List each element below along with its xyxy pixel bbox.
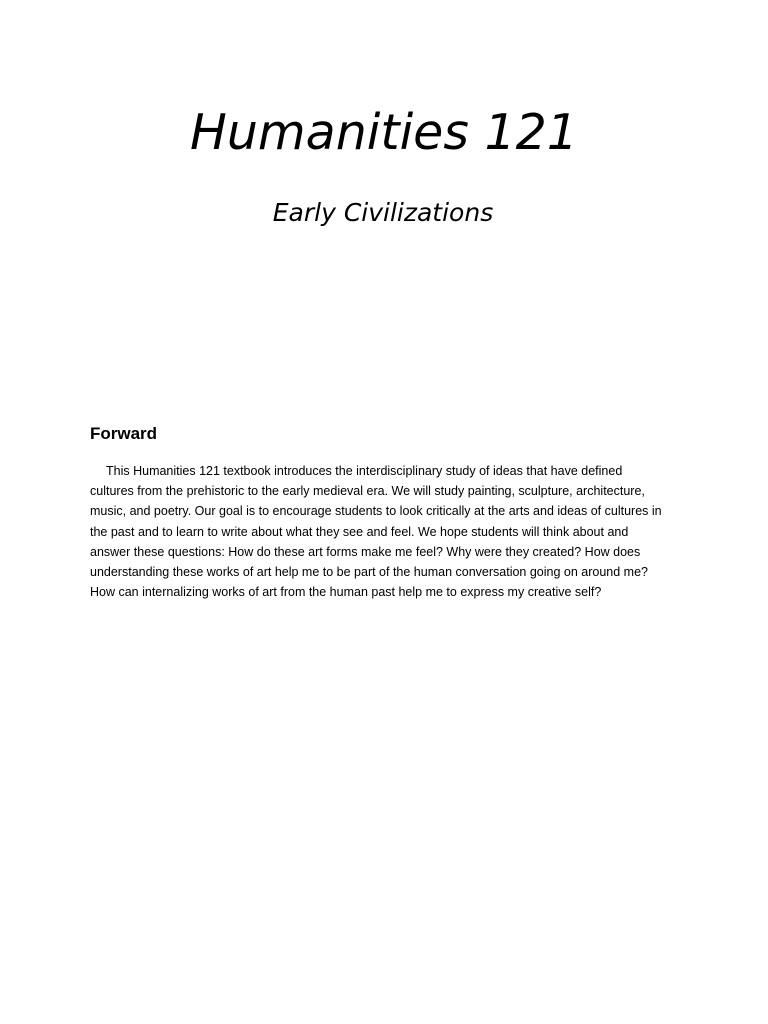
forward-paragraph	[90, 461, 685, 602]
paragraph-line: answer these questions: How do these art forms make me feel? Why were they created? How does	[90, 544, 641, 559]
paragraph-line: the past and to learn to write about what they see and feel. We hope students will think about and	[90, 524, 629, 539]
paragraph-line: cultures from the prehistoric to the early medieval era. We will study painting, sculpture, architecture,	[90, 484, 645, 499]
section-heading: Forward	[90, 424, 158, 443]
document-subtitle: Early Civilizations	[272, 198, 494, 227]
paragraph-line: How can internalizing works of art from the human past help me to express my creative self?	[90, 585, 602, 600]
paragraph-line: understanding these works of art help me to be part of the human conversation going on around me?	[90, 565, 648, 580]
paragraph-line: This Humanities 121 textbook introduces the interdisciplinary study of ideas that have defined	[106, 464, 623, 478]
paragraph-line: music, and poetry. Our goal is to encourage students to look critically at the arts and ideas of cultures in	[90, 504, 662, 519]
document-title: Humanities 121	[190, 104, 578, 161]
